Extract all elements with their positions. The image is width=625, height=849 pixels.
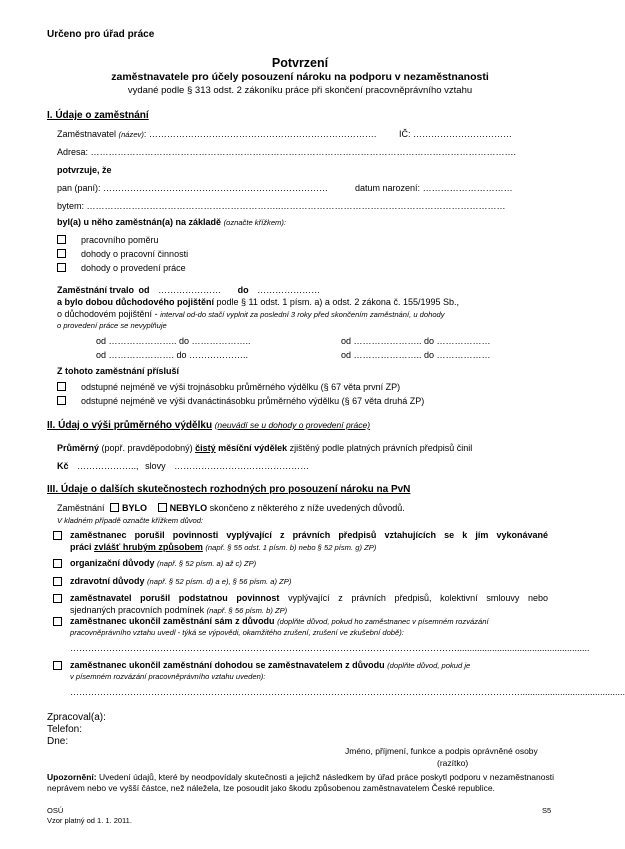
reason-6-field[interactable]: …………………………………………………………………………………………………………………………………….......................................... bbox=[70, 687, 625, 697]
was-not-checkbox[interactable] bbox=[158, 503, 167, 512]
reason-4-line-2 bbox=[70, 605, 287, 615]
reason-5-field[interactable]: …………………………………………………………………………………………………………………..................................................... bbox=[70, 643, 590, 653]
reason-2-row bbox=[70, 558, 256, 568]
reason-2-label: organizační důvody bbox=[70, 558, 155, 568]
ended-text: skončeno z některého z níže uvedených důvodů. bbox=[209, 503, 405, 513]
kc-label: Kč bbox=[57, 461, 69, 471]
notice bbox=[47, 772, 554, 793]
employer-label: Zaměstnavatel bbox=[57, 129, 117, 139]
section-1-heading: I. Údaje o zaměstnání bbox=[47, 110, 149, 121]
interval-2-left[interactable]: od …………………. do ……………….. bbox=[96, 350, 249, 360]
amount-row bbox=[57, 461, 309, 471]
osu-label: OSÚ bbox=[47, 806, 64, 815]
reason-1-checkbox[interactable] bbox=[53, 531, 62, 540]
avg-a: Průměrný bbox=[57, 443, 100, 453]
reason-1-line-2b: zvlášť hrubým způsobem bbox=[94, 542, 203, 552]
pension-row bbox=[57, 297, 459, 307]
severance-option-3x: odstupné nejméně ve výši trojnásobku průměrného výdělku (§ 67 věta první ZP) bbox=[81, 382, 401, 392]
section-2-header bbox=[47, 420, 370, 431]
valid-label: Vzor platný od 1. 1. 2011. bbox=[47, 816, 132, 825]
employed-row bbox=[57, 217, 286, 227]
reason-4-checkbox[interactable] bbox=[53, 594, 62, 603]
avg-e: zjištěný podle platných právních předpisů činil bbox=[287, 443, 473, 453]
form-subtitle: zaměstnavatele pro účely posouzení nároku na podporu v nezaměstnanosti bbox=[111, 71, 489, 83]
basis-option-work-performance: dohody o provedení práce bbox=[81, 263, 186, 273]
words-field[interactable]: ……………………………………… bbox=[174, 461, 310, 471]
person-field[interactable]: ………………………………………………………………… bbox=[103, 183, 329, 193]
avg-b: (popř. pravděpodobný) bbox=[99, 443, 196, 453]
interval-1-right[interactable]: od ………………….. do ……………… bbox=[341, 336, 491, 346]
notice-text: Uvedení údajů, které by neodpovídaly skutečnosti a jejichž následkem by úřad práce poskytl podporu v nezaměstnanosti neprávem nebo ve vyšší částce, než náležela, lze posoudit jako škodu způsobenou zaměstnavatelem České republice. bbox=[47, 772, 554, 793]
severance-heading: Z tohoto zaměstnání přísluší bbox=[57, 366, 180, 376]
avg-c: čistý bbox=[195, 443, 216, 453]
form-title: Potvrzení bbox=[271, 56, 329, 70]
reason-4-b: vyplývající z právních předpisů, kolektivní smlouvy nebo bbox=[279, 593, 548, 603]
person-row bbox=[57, 183, 328, 193]
reason-2-checkbox[interactable] bbox=[53, 559, 62, 568]
employed-hint: (označte křížkem): bbox=[223, 218, 287, 227]
duration-to-label: do bbox=[237, 285, 249, 295]
form-subtitle-2: vydané podle § 313 odst. 2 zákoníku práce při skončení pracovněprávního vztahu bbox=[127, 85, 473, 96]
reason-6-hint-2: v písemném rozvázání pracovněprávního vztahu uveden): bbox=[70, 672, 266, 681]
was-checkbox[interactable] bbox=[110, 503, 119, 512]
pension-text-b: podle § 11 odst. 1 písm. a) a odst. 2 zákona č. 155/1995 Sb., bbox=[214, 297, 459, 307]
employed-text: byl(a) u něho zaměstnán(a) na základě bbox=[57, 217, 222, 227]
employer-row bbox=[57, 129, 376, 139]
interval-2-right[interactable]: od ………………….. do ……………… bbox=[341, 350, 491, 360]
duration-row bbox=[57, 285, 320, 295]
pension-text-a: a bylo dobou důchodového pojištění bbox=[57, 297, 214, 307]
basis-checkbox-employment[interactable] bbox=[57, 235, 66, 244]
kc-field[interactable]: ……………….., bbox=[77, 461, 139, 471]
reason-4-a: zaměstnavatel porušil podstatnou povinnost bbox=[70, 593, 280, 603]
notice-label: Upozornění: bbox=[47, 772, 97, 782]
ic-field[interactable]: …………………………… bbox=[413, 129, 513, 139]
ended-label: Zaměstnání bbox=[57, 503, 105, 513]
reason-5-row bbox=[70, 616, 489, 626]
reason-1-hint: (např. § 55 odst. 1 písm. b) nebo § 52 písm. g) ZP) bbox=[205, 543, 377, 552]
duration-to-field[interactable]: ………………… bbox=[257, 285, 321, 295]
reason-3-label: zdravotní důvody bbox=[70, 576, 145, 586]
residence-field[interactable]: ………………………………………………………..………………………………………………………………… bbox=[86, 201, 506, 211]
pension-hint-2: o provedení práce se nevyplňuje bbox=[57, 321, 167, 330]
reason-2-hint: (např. § 52 písm. a) až c) ZP) bbox=[157, 559, 257, 568]
mark-hint: V kladném případě označte křížkem důvod: bbox=[57, 516, 204, 525]
severance-option-12x: odstupné nejméně ve výši dvanáctinásobku průměrného výdělku (§ 67 věta druhá ZP) bbox=[81, 396, 425, 406]
basis-checkbox-work-performance[interactable] bbox=[57, 263, 66, 272]
address-label: Adresa: bbox=[57, 147, 89, 157]
duration-label: Zaměstnání trvalo bbox=[57, 285, 135, 295]
was-not-label: NEBYLO bbox=[169, 503, 208, 513]
reason-3-row bbox=[70, 576, 291, 586]
ended-row bbox=[57, 503, 405, 513]
reason-5-hint-2: pracovněprávního vztahu uvedl - týká se výpovědi, okamžitého zrušení, zrušení ve zkušební době): bbox=[70, 628, 404, 637]
section-3-heading: III. Údaje o dalších skutečnostech rozhodných pro posouzení nároku na PvN bbox=[47, 484, 411, 495]
reason-6-row bbox=[70, 660, 470, 670]
employer-field[interactable]: : …………………………………………………………………. bbox=[143, 129, 377, 139]
ic-row bbox=[399, 129, 512, 139]
birth-label: datum narození: bbox=[355, 183, 421, 193]
form-code: S5 bbox=[542, 806, 552, 815]
employer-hint: (název) bbox=[118, 130, 144, 139]
reason-4-hint: (např. § 56 písm. b) ZP) bbox=[206, 606, 288, 615]
reason-3-hint: (např. § 52 písm. d) a e), § 56 písm. a) ZP) bbox=[147, 577, 292, 586]
residence-row bbox=[57, 201, 506, 211]
duration-from-field[interactable]: ………………… bbox=[158, 285, 222, 295]
address-row bbox=[57, 147, 516, 157]
words-label: slovy bbox=[145, 461, 166, 471]
reason-5-label: zaměstnanec ukončil zaměstnání sám z důvodu bbox=[70, 616, 275, 626]
interval-1-left[interactable]: od ………………….. do ……………….. bbox=[96, 336, 251, 346]
reason-5-checkbox[interactable] bbox=[53, 617, 62, 626]
reason-1-line-2a: práci bbox=[70, 542, 95, 552]
basis-option-work-activity: dohody o pracovní činnosti bbox=[81, 249, 189, 259]
residence-label: bytem: bbox=[57, 201, 85, 211]
signature-label: Jméno, příjmení, funkce a podpis oprávněné osoby bbox=[345, 746, 538, 756]
basis-checkbox-work-activity[interactable] bbox=[57, 249, 66, 258]
pension-line-2: o důchodovém pojištění - bbox=[57, 309, 158, 319]
section-2-hint: (neuvádí se u dohody o provedení práce) bbox=[214, 420, 371, 430]
severance-checkbox-12x[interactable] bbox=[57, 396, 66, 405]
pension-hint: interval od-do stačí vyplnit za poslední 3 roky před skončením zaměstnání, u dohody bbox=[160, 310, 445, 319]
severance-checkbox-3x[interactable] bbox=[57, 382, 66, 391]
birth-field[interactable]: ………………………… bbox=[422, 183, 513, 193]
stamp-label: (razítko) bbox=[437, 758, 469, 768]
was-label: BYLO bbox=[122, 503, 148, 513]
person-label: pan (paní): bbox=[57, 183, 101, 193]
ic-label: IČ: bbox=[399, 129, 411, 139]
office-note: Určeno pro úřad práce bbox=[47, 29, 155, 40]
basis-option-employment: pracovního poměru bbox=[81, 235, 159, 245]
birth-row bbox=[355, 183, 513, 193]
reason-6-label: zaměstnanec ukončil zaměstnání dohodou se zaměstnavatelem z důvodu bbox=[70, 660, 385, 670]
avg-d: měsíční výdělek bbox=[215, 443, 288, 453]
date-label: Dne: bbox=[47, 736, 69, 747]
processed-label: Zpracoval(a): bbox=[47, 712, 106, 723]
reason-6-checkbox[interactable] bbox=[53, 661, 62, 670]
reason-6-hint: (doplňte důvod, pokud je bbox=[387, 661, 471, 670]
phone-label: Telefon: bbox=[47, 724, 83, 735]
reason-4-line-1 bbox=[70, 593, 548, 603]
average-earnings-row bbox=[57, 443, 472, 453]
reason-1-line-1: zaměstnanec porušil povinnosti vyplývající z právních předpisů vztahujících se k jím vykonávané bbox=[70, 530, 548, 540]
confirms-label: potvrzuje, že bbox=[57, 165, 112, 175]
pension-row-2 bbox=[57, 309, 445, 319]
reason-5-hint: (doplňte důvod, pokud ho zaměstnanec v písemném rozvázání bbox=[277, 617, 489, 626]
reason-1-line-2 bbox=[70, 542, 376, 552]
reason-3-checkbox[interactable] bbox=[53, 577, 62, 586]
address-field[interactable]: ……………………………………………………………………………………………………………………………. bbox=[90, 147, 517, 157]
duration-from-label: od bbox=[138, 285, 150, 295]
section-2-heading: II. Údaj o výši průměrného výdělku bbox=[47, 420, 213, 431]
reason-4-line-2-text: sjednaných pracovních podmínek bbox=[70, 605, 205, 615]
